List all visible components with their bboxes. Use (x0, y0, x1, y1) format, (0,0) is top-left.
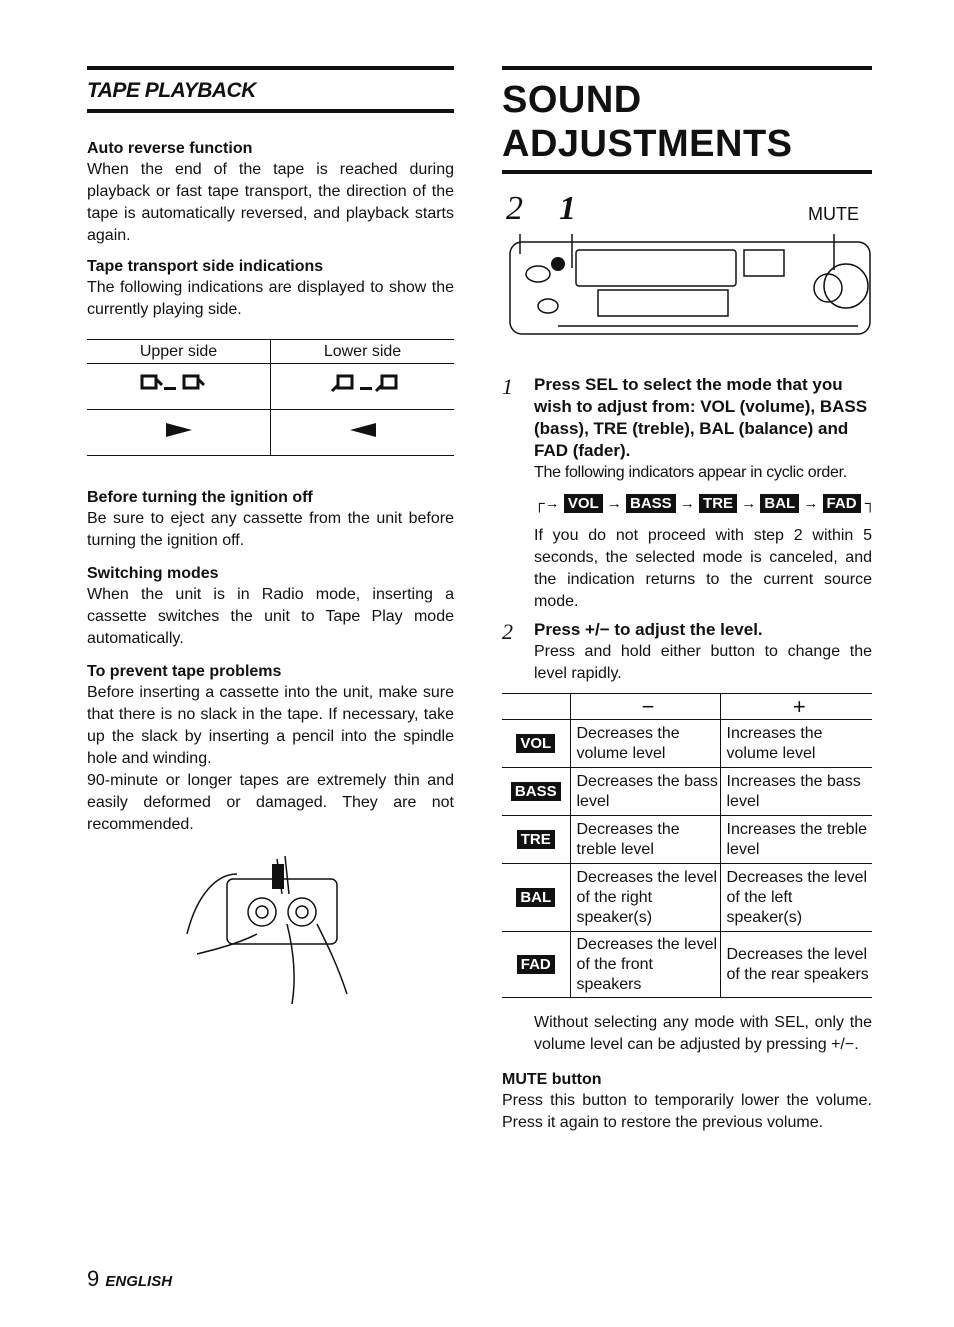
heading-transport: Tape transport side indications (87, 258, 324, 275)
tre-plus-cell: Increases the treble level (720, 816, 872, 864)
heading-prevent: To prevent tape problems (87, 663, 282, 680)
step-1-heading: Press SEL to select the mode that you wish to adjust from: VOL (volume), BASS (bass), TRE (treble), BAL (balance) and FAD (fader). (534, 375, 868, 460)
step-1-number: 1 (502, 374, 513, 399)
page-footer (87, 1266, 172, 1292)
text-switching: When the unit is in Radio mode, inserting a cassette switches the unit to Tape Play mode automatically. (87, 586, 454, 647)
step-2-number: 2 (502, 619, 513, 644)
fad-plus-cell: Decreases the level of the rear speakers (720, 932, 872, 998)
text-prevent-1: Before inserting a cassette into the unit, make sure that there is no slack in the tape. If necessary, take up the slack by inserting a pencil into the spindle hole and winding. (87, 684, 454, 767)
heading-ignition: Before turning the ignition off (87, 489, 313, 506)
tape-side-table (87, 339, 454, 456)
fad-minus-cell: Decreases the level of the front speakers (570, 932, 720, 998)
upper-side-label: Upper side (87, 340, 271, 364)
step-2-body: Press and hold either button to change the level rapidly. (534, 643, 872, 682)
cycle-start-arrow: ┌→ (534, 495, 560, 512)
vol-minus-cell: Decreases the volume level (570, 720, 720, 768)
unit-illustration-area (502, 174, 872, 354)
table-indicator-tre: TRE (517, 830, 555, 849)
right-column (502, 66, 876, 1134)
text-ignition: Be sure to eject any cassette from the unit before turning the ignition off. (87, 510, 454, 549)
section-title-tape-playback: TAPE PLAYBACK (87, 79, 256, 102)
cycle-indicator-tre: TRE (699, 494, 737, 513)
indicator-cycle: ┌→ VOL → BASS → TRE → BAL → FAD ┐ (534, 495, 876, 512)
upper-side-tape-icon (87, 364, 271, 410)
cycle-indicator-fad: FAD (823, 494, 861, 513)
text-mute-button: Press this button to temporarily lower the volume. Press it again to restore the previous volume. (502, 1092, 872, 1131)
step-1-note: The following indicators appear in cyclic order. (534, 464, 847, 481)
table-indicator-bass: BASS (511, 782, 561, 801)
cycle-indicator-vol: VOL (564, 494, 603, 513)
section-title-sound-adjustments: SOUND ADJUSTMENTS (502, 79, 793, 165)
plus-header: + (720, 694, 872, 720)
cycle-indicator-bass: BASS (626, 494, 676, 513)
without-sel-note: Without selecting any mode with SEL, only the volume level can be adjusted by pressing +/−. (534, 1014, 872, 1053)
callout-2: 2 (506, 190, 523, 227)
lower-side-label: Lower side (271, 340, 455, 364)
text-prevent-2: 90-minute or longer tapes are extremely thin and easily deformed or damaged. They are not recommended. (87, 772, 454, 833)
vol-plus-cell: Increases the volume level (720, 720, 872, 768)
bass-minus-cell: Decreases the bass level (570, 768, 720, 816)
forward-arrow-icon (87, 410, 271, 456)
reverse-arrow-icon (271, 410, 455, 456)
cassette-hands-illustration (177, 854, 454, 1019)
heading-switching: Switching modes (87, 565, 219, 582)
bass-plus-cell: Increases the bass level (720, 768, 872, 816)
page-number: 9 (87, 1266, 100, 1291)
mute-callout: MUTE (808, 204, 859, 224)
cycle-end-arrow: ┐ (864, 495, 876, 512)
lower-side-tape-icon (271, 364, 455, 410)
table-indicator-vol: VOL (516, 734, 555, 753)
adjustment-table (502, 693, 872, 998)
minus-header: − (570, 694, 720, 720)
table-indicator-bal: BAL (516, 888, 555, 907)
table-indicator-fad: FAD (517, 955, 555, 974)
step-2-heading: Press +/− to adjust the level. (534, 620, 763, 639)
step-1 (502, 374, 876, 613)
left-title-rule (87, 109, 454, 113)
car-stereo-front-panel (508, 234, 872, 349)
text-transport: The following indications are displayed to show the currently playing side. (87, 279, 454, 318)
step-1-after: If you do not proceed with step 2 within 5 seconds, the selected mode is canceled, and the indication returns to the current source mode. (534, 527, 872, 610)
tre-minus-cell: Decreases the treble level (570, 816, 720, 864)
heading-auto-reverse: Auto reverse function (87, 140, 253, 157)
text-auto-reverse: When the end of the tape is reached during playback or fast tape transport, the direction of the tape is automatically reversed, and playback starts again. (87, 161, 454, 244)
callout-1: 1 (559, 190, 576, 227)
left-column (87, 66, 454, 1019)
heading-mute-button: MUTE button (502, 1071, 602, 1088)
cycle-indicator-bal: BAL (760, 494, 799, 513)
bal-minus-cell: Decreases the level of the right speaker(s) (570, 864, 720, 932)
page-language: ENGLISH (105, 1273, 173, 1290)
step-2 (502, 619, 872, 685)
bal-plus-cell: Decreases the level of the left speaker(s) (720, 864, 872, 932)
